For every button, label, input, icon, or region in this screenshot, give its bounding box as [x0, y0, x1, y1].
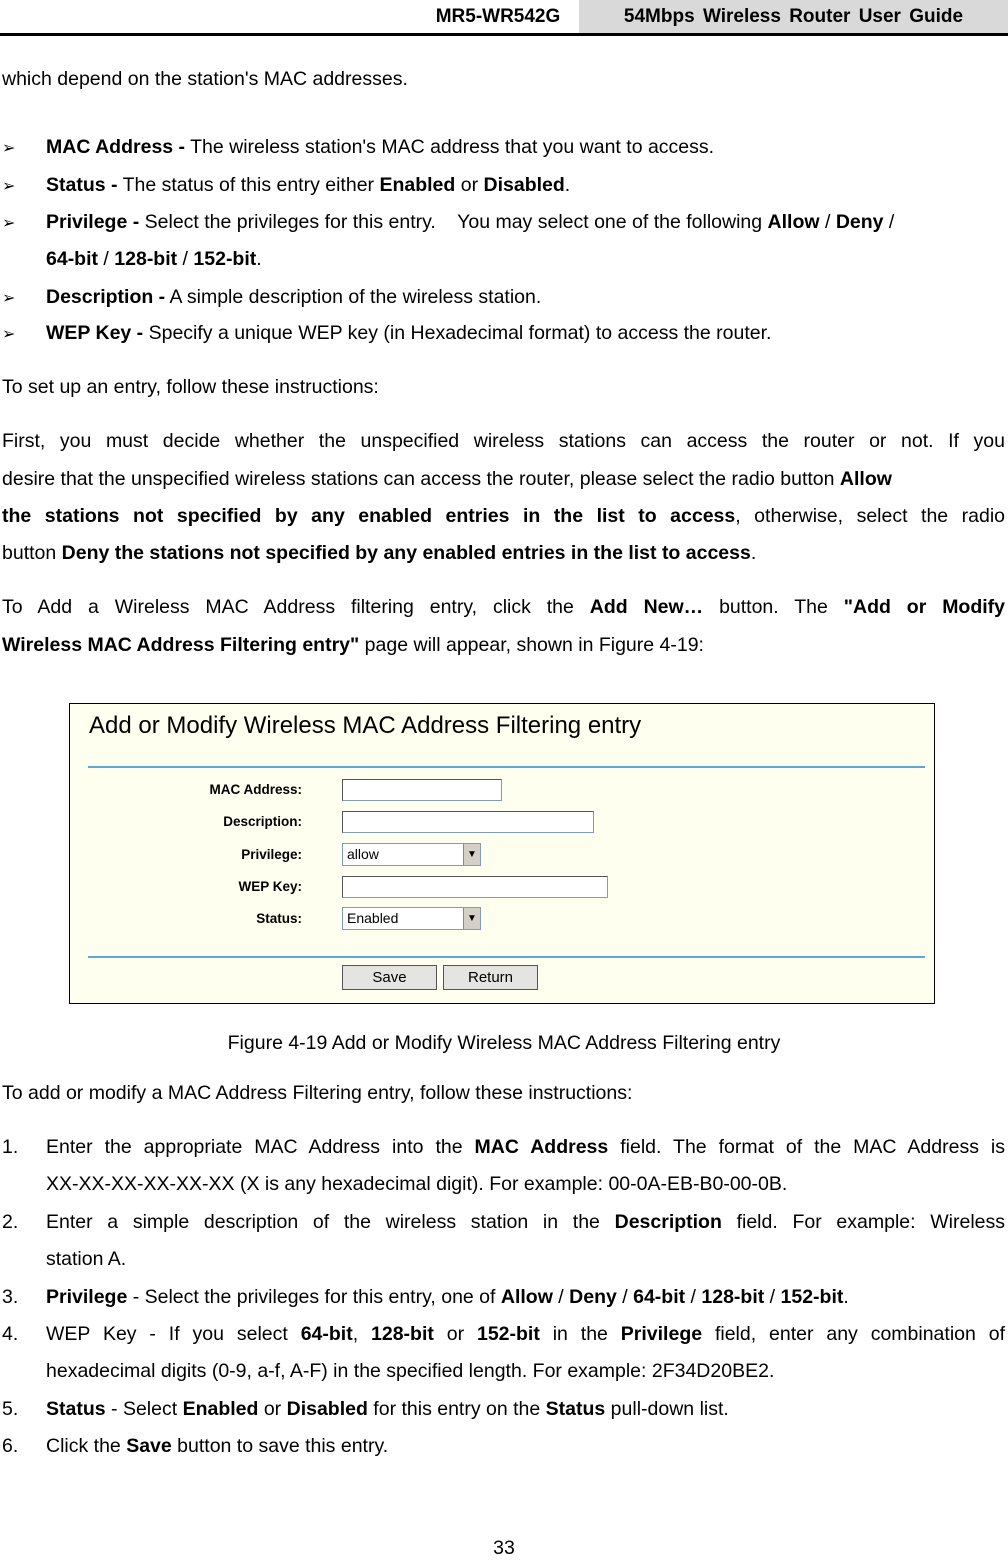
setup-text: To set up an entry, follow these instructions: [2, 376, 379, 398]
dropdown-arrow-icon[interactable]: ▼ [463, 844, 480, 865]
bullet-arrow-icon: ➢ [2, 290, 16, 307]
mac-address-label: MAC Address: [209, 782, 302, 797]
privilege-select-value: allow [347, 846, 379, 862]
figure-screenshot [69, 703, 935, 1004]
step-number: 3. [2, 1286, 19, 1308]
bullet-status: Status - The status of this entry either Enabled or Disabled. [46, 174, 571, 196]
bullet-privilege-cont: 64-bit / 128-bit / 152-bit. [46, 248, 262, 270]
bullet-mac-address: MAC Address - The wireless station's MAC address that you want to access. [46, 136, 715, 158]
step-6: Click the Save button to save this entry. [46, 1435, 389, 1457]
first-para-line3: the stations not specified by any enabled entries in the list to access, otherwise, select the radio [2, 505, 1006, 527]
dropdown-arrow-icon[interactable]: ▼ [463, 908, 480, 929]
step-number: 6. [2, 1435, 19, 1457]
bullet-description: Description - A simple description of the wireless station. [46, 286, 542, 308]
bullet-arrow-icon: ➢ [2, 326, 16, 343]
step-number: 4. [2, 1323, 19, 1345]
step-1-line2: XX-XX-XX-XX-XX-XX (X is any hexadecimal digit). For example: 00-0A-EB-B0-00-0B. [46, 1173, 788, 1195]
toadd-line1: To Add a Wireless MAC Address filtering entry, click the Add New… button. The "Add or Modify [2, 596, 1006, 618]
figure-bottom-rule [88, 956, 925, 958]
header-rule [0, 33, 1008, 36]
step-number: 5. [2, 1398, 19, 1420]
privilege-select[interactable] [342, 843, 481, 866]
mac-address-input[interactable] [342, 779, 502, 801]
bullet-arrow-icon: ➢ [2, 215, 16, 232]
header-guide-title: 54Mbps Wireless Router User Guide [579, 0, 1008, 33]
first-para-line1: First, you must decide whether the unspecified wireless stations can access the router or not. If you [2, 430, 1005, 452]
bullet-privilege: Privilege - Select the privileges for this entry. You may select one of the following Allow / Deny / [46, 211, 895, 233]
description-input[interactable] [342, 811, 594, 833]
status-select-value: Enabled [347, 910, 399, 926]
save-button[interactable]: Save [342, 965, 437, 990]
description-label: Description: [223, 814, 302, 829]
step-4-line2: hexadecimal digits (0-9, a-f, A-F) in the specified length. For example: 2F34D20BE2. [46, 1360, 775, 1382]
bullet-arrow-icon: ➢ [2, 178, 16, 195]
page-number: 33 [493, 1537, 515, 1559]
bullet-wep-key: WEP Key - Specify a unique WEP key (in Hexadecimal format) to access the router. [46, 322, 772, 344]
bullet-arrow-icon: ➢ [2, 140, 16, 157]
status-select[interactable] [342, 907, 481, 930]
step-2-line2: station A. [46, 1248, 127, 1270]
step-4-line1: WEP Key - If you select 64-bit, 128-bit or 152-bit in the Privilege field, enter any combination of [46, 1323, 1005, 1345]
step-3: Privilege - Select the privileges for this entry, one of Allow / Deny / 64-bit / 128-bit / 152-bit. [46, 1286, 849, 1308]
wep-key-label: WEP Key: [238, 879, 302, 894]
figure-title: Add or Modify Wireless MAC Address Filtering entry [89, 712, 642, 739]
return-button[interactable]: Return [443, 965, 538, 990]
step-5: Status - Select Enabled or Disabled for this entry on the Status pull-down list. [46, 1398, 729, 1420]
header-model: MR5-WR542G [435, 6, 561, 27]
step-number: 1. [2, 1136, 19, 1158]
first-para-line2: desire that the unspecified wireless stations can access the router, please select the radio button Allow [2, 468, 892, 490]
status-label: Status: [256, 911, 302, 926]
intro-text: which depend on the station's MAC addresses. [2, 68, 408, 90]
toadd-line2: Wireless MAC Address Filtering entry" page will appear, shown in Figure 4-19: [2, 634, 704, 656]
figure-caption: Figure 4-19 Add or Modify Wireless MAC Address Filtering entry [227, 1032, 781, 1054]
figure-top-rule [88, 766, 925, 768]
step-2-line1: Enter a simple description of the wireless station in the Description field. For example: Wireless [46, 1211, 1005, 1233]
step-number: 2. [2, 1211, 19, 1233]
modify-intro: To add or modify a MAC Address Filtering entry, follow these instructions: [2, 1082, 633, 1104]
privilege-label: Privilege: [241, 847, 302, 862]
step-1-line1: Enter the appropriate MAC Address into the MAC Address field. The format of the MAC Address is [46, 1136, 1005, 1158]
wep-key-input[interactable] [342, 876, 608, 898]
first-para-line4: button Deny the stations not specified by any enabled entries in the list to access. [2, 542, 757, 564]
